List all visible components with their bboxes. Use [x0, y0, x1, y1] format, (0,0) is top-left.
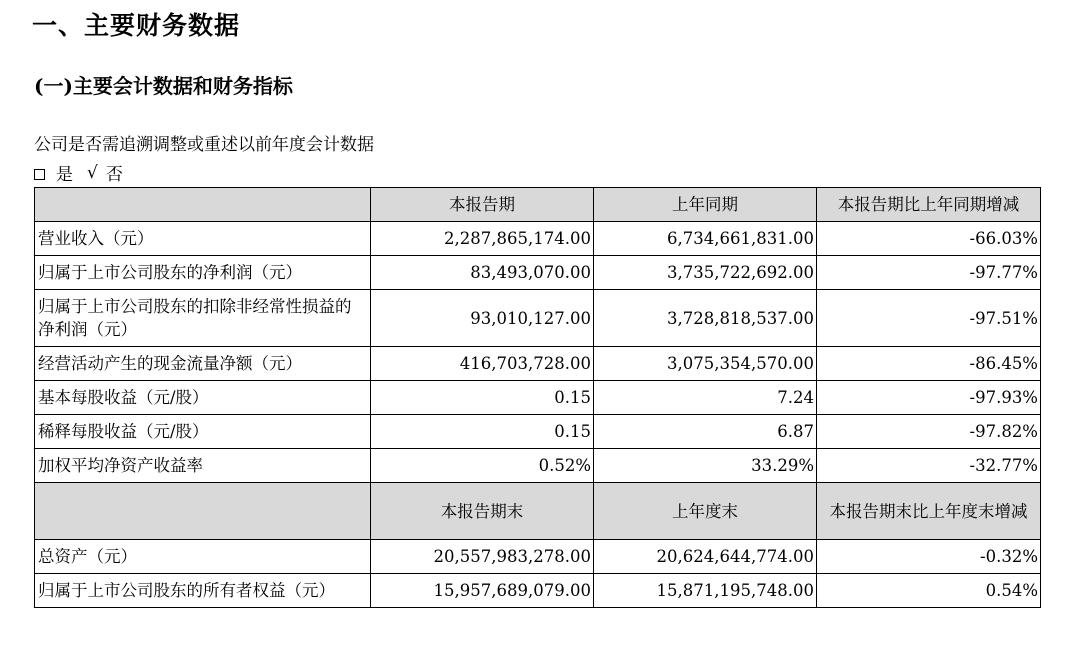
change-value: -97.51%: [817, 290, 1041, 347]
prior-value: 15,871,195,748.00: [594, 574, 817, 608]
change-value: -97.77%: [817, 256, 1041, 290]
prior-value: 6,734,661,831.00: [594, 222, 817, 256]
current-value: 0.15: [371, 381, 594, 415]
current-value: 20,557,983,278.00: [371, 540, 594, 574]
change-value: -97.93%: [817, 381, 1041, 415]
prior-value: 7.24: [594, 381, 817, 415]
change-value: -66.03%: [817, 222, 1041, 256]
row-label: 稀释每股收益（元/股）: [35, 415, 371, 449]
choice-no-label: 否: [105, 165, 123, 185]
current-value: 83,493,070.00: [371, 256, 594, 290]
header-current-period: 本报告期: [371, 188, 594, 222]
table-row: [35, 222, 1041, 256]
change-value: -86.45%: [817, 347, 1041, 381]
table-row: [35, 381, 1041, 415]
current-value: 2,287,865,174.00: [371, 222, 594, 256]
prior-value: 6.87: [594, 415, 817, 449]
table-row: [35, 290, 1041, 347]
row-label: 经营活动产生的现金流量净额（元）: [35, 347, 371, 381]
header-period-change: 本报告期比上年同期增减: [817, 188, 1041, 222]
table-header-row: [35, 188, 1041, 222]
row-label: 基本每股收益（元/股）: [35, 381, 371, 415]
current-value: 15,957,689,079.00: [371, 574, 594, 608]
row-label: 营业收入（元）: [35, 222, 371, 256]
financial-data-table: [34, 187, 1041, 608]
row-label: 总资产（元）: [35, 540, 371, 574]
row-label: 归属于上市公司股东的所有者权益（元）: [35, 574, 371, 608]
current-value: 0.15: [371, 415, 594, 449]
section-heading: 一、主要财务数据: [32, 11, 241, 40]
header-blank-cell: [35, 188, 371, 222]
restatement-question: 公司是否需追溯调整或重述以前年度会计数据: [34, 135, 374, 155]
change-value: -97.82%: [817, 415, 1041, 449]
table-header-row: [35, 483, 1041, 540]
row-label: 归属于上市公司股东的净利润（元）: [35, 256, 371, 290]
prior-value: 33.29%: [594, 449, 817, 483]
current-value: 416,703,728.00: [371, 347, 594, 381]
table-row: [35, 540, 1041, 574]
restatement-choice: [34, 160, 123, 185]
change-value: -32.77%: [817, 449, 1041, 483]
prior-value: 20,624,644,774.00: [594, 540, 817, 574]
unchecked-box-icon: [34, 169, 45, 180]
table-row: [35, 449, 1041, 483]
header-prior-year-end: 上年度末: [594, 483, 817, 540]
prior-value: 3,728,818,537.00: [594, 290, 817, 347]
subsection-heading: (一)主要会计数据和财务指标: [34, 74, 293, 98]
table-row: [35, 415, 1041, 449]
table-row: [35, 347, 1041, 381]
choice-yes-label: 是: [56, 165, 73, 185]
change-value: 0.54%: [817, 574, 1041, 608]
row-label: 加权平均净资产收益率: [35, 449, 371, 483]
row-label: 归属于上市公司股东的扣除非经常性损益的净利润（元）: [35, 290, 371, 347]
change-value: -0.32%: [817, 540, 1041, 574]
header-blank-cell: [35, 483, 371, 540]
header-year-end-change: 本报告期末比上年度末增减: [817, 483, 1041, 540]
table-row: [35, 256, 1041, 290]
table-row: [35, 574, 1041, 608]
prior-value: 3,075,354,570.00: [594, 347, 817, 381]
current-value: 0.52%: [371, 449, 594, 483]
current-value: 93,010,127.00: [371, 290, 594, 347]
check-mark-icon: √: [87, 162, 98, 183]
prior-value: 3,735,722,692.00: [594, 256, 817, 290]
header-period-end: 本报告期末: [371, 483, 594, 540]
header-prior-period: 上年同期: [594, 188, 817, 222]
